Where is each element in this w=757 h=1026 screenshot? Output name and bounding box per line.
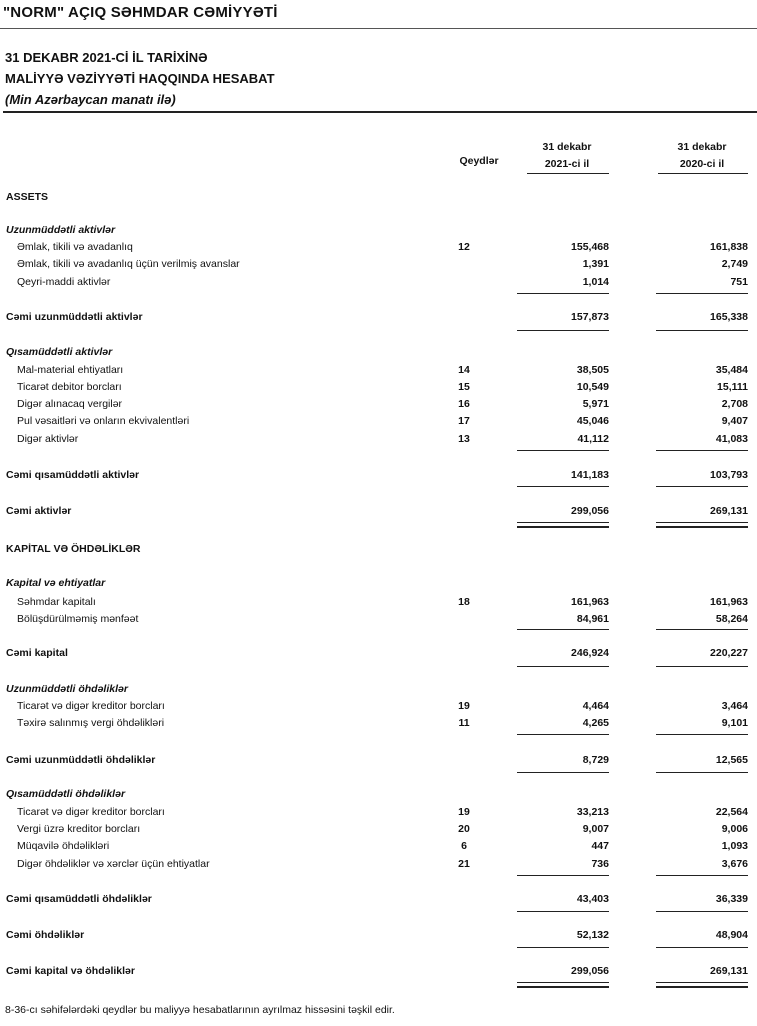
row-value-2020: 3,676 [721,858,748,870]
column-header-2020-date: 31 dekabr [677,141,727,153]
row-label: Səhmdar kapitalı [17,596,96,608]
row-value-2020: 41,083 [715,433,748,445]
table-row [0,611,757,627]
row-label: Mal-material ehtiyatları [17,364,124,376]
title-divider [3,111,757,113]
row-label: Cəmi aktivlər [6,505,72,517]
row-value-2021: 299,056 [571,505,609,517]
row-value-2021: 52,132 [576,929,609,941]
row-label: Digər alınacaq vergilər [17,398,123,410]
row-value-2021: 45,046 [576,415,609,427]
row-label: Əmlak, tikili və avadanlıq [17,241,133,253]
row-label: Təxirə salınmış vergi öhdəlikləri [17,717,165,729]
row-value-2020: 22,564 [715,806,748,818]
section-heading [0,189,757,205]
row-note: 15 [458,381,470,393]
column-header-2021-rule [527,173,609,174]
total-rule [656,330,748,331]
subsection-title: Qısamüddətli aktivlər [6,346,113,358]
subsection-heading [0,344,757,360]
row-label: Cəmi öhdəliklər [6,929,85,941]
row-note: 13 [458,433,470,445]
row-note: 12 [458,241,470,253]
total-rule [517,947,609,948]
subtotal-rule [517,293,609,294]
table-row [0,838,757,854]
table-row [0,413,757,429]
notes-column-header: Qeydlər [459,155,499,167]
row-value-2020: 751 [730,276,748,288]
row-label: Qeyri-maddi aktivlər [17,276,111,288]
section-title: KAPİTAL VƏ ÖHDƏLİKLƏR [6,543,141,555]
row-note: 14 [458,364,470,376]
footer-note: 8-36-cı səhifələrdəki qeydlər bu maliyyə hesabatlarının ayrılmaz hissəsini təşkil edir. [5,1004,395,1016]
total-rule [517,486,609,487]
row-value-2020: 161,963 [710,596,748,608]
total-rule [656,947,748,948]
row-label: Digər öhdəliklər və xərclər üçün ehtiyatlar [17,858,210,870]
row-value-2021: 299,056 [571,965,609,977]
row-value-2020: 35,484 [715,364,748,376]
table-row [0,715,757,731]
table-row [0,239,757,255]
row-value-2021: 8,729 [582,754,609,766]
row-value-2021: 161,963 [571,596,609,608]
row-label: Vergi üzrə kreditor borcları [17,823,141,835]
header-divider [0,28,757,29]
subsection-title: Uzunmüddətli öhdəliklər [6,683,128,695]
row-label: Cəmi qısamüddətli öhdəliklər [6,893,152,905]
row-label: Ticarət və digər kreditor borcları [17,700,165,712]
row-note: 17 [458,415,470,427]
row-note: 6 [461,840,467,852]
row-label: Cəmi uzunmüddətli aktivlər [6,311,143,323]
row-value-2020: 9,006 [721,823,748,835]
table-row [0,396,757,412]
total-row [0,752,757,768]
row-value-2021: 4,265 [582,717,609,729]
row-value-2021: 43,403 [576,893,609,905]
subtotal-rule [517,734,609,735]
subsection-title: Qısamüddətli öhdəliklər [6,788,126,800]
row-value-2021: 41,112 [577,433,609,445]
row-value-2021: 1,391 [582,258,609,270]
table-row [0,804,757,820]
double-underline [517,982,609,988]
row-note: 18 [458,596,470,608]
subtotal-rule [517,450,609,451]
row-value-2021: 33,213 [576,806,609,818]
row-note: 20 [458,823,470,835]
table-row [0,856,757,872]
subtotal-rule [656,875,748,876]
row-value-2020: 48,904 [715,929,748,941]
total-rule [517,772,609,773]
row-value-2021: 5,971 [582,398,609,410]
subsection-title: Uzunmüddətli aktivlər [6,224,116,236]
grand-total-row [0,963,757,979]
total-rule [656,666,748,667]
row-value-2020: 165,338 [710,311,748,323]
row-value-2020: 2,708 [721,398,748,410]
subsection-heading [0,681,757,697]
total-rule [517,911,609,912]
double-underline [517,522,609,528]
column-header-2020-year: 2020-ci il [679,158,725,170]
row-value-2021: 84,961 [576,613,609,625]
column-header-2021-date: 31 dekabr [542,141,592,153]
subtotal-rule [517,875,609,876]
row-value-2020: 2,749 [721,258,748,270]
row-value-2020: 269,131 [710,965,748,977]
total-rule [517,666,609,667]
row-value-2021: 1,014 [582,276,609,288]
row-label: Pul vəsaitləri və onların ekvivalentləri [17,415,190,427]
row-value-2020: 36,339 [715,893,748,905]
total-rule [656,486,748,487]
subtotal-rule [656,293,748,294]
row-value-2020: 12,565 [715,754,748,766]
subsection-title: Kapital və ehtiyatlar [6,577,106,589]
grand-total-row [0,503,757,519]
row-value-2020: 9,101 [721,717,748,729]
total-rule [517,330,609,331]
table-row [0,698,757,714]
total-row [0,467,757,483]
row-value-2020: 3,464 [721,700,748,712]
row-value-2021: 141,183 [571,469,609,481]
row-note: 16 [458,398,470,410]
column-header-2020-rule [658,173,748,174]
column-header-2021-year: 2021-ci il [544,158,590,170]
row-label: Cəmi kapital [6,647,68,659]
total-rule [656,772,748,773]
row-value-2021: 447 [591,840,609,852]
table-row [0,379,757,395]
subsection-heading [0,222,757,238]
table-row [0,256,757,272]
row-value-2020: 1,093 [721,840,748,852]
table-row [0,362,757,378]
currency-note: (Min Azərbaycan manatı ilə) [5,92,176,107]
row-label: Əmlak, tikili və avadanlıq üçün verilmiş avanslar [17,258,240,270]
section-heading [0,541,757,557]
row-note: 11 [458,717,470,729]
row-label: Cəmi uzunmüddətli öhdəliklər [6,754,156,766]
row-value-2021: 157,873 [571,311,609,323]
row-note: 19 [458,700,470,712]
row-value-2021: 9,007 [582,823,609,835]
report-date-title: 31 DEKABR 2021-Cİ İL TARİXİNƏ [5,50,208,65]
row-value-2021: 155,468 [571,241,609,253]
row-label: Müqavilə öhdəlikləri [17,840,110,852]
subtotal-rule [517,629,609,630]
total-row [0,927,757,943]
row-value-2021: 10,549 [576,381,609,393]
total-row [0,309,757,325]
row-label: Digər aktivlər [17,433,79,445]
row-value-2021: 736 [591,858,609,870]
section-title: ASSETS [6,191,49,203]
column-header-2020 [656,139,748,173]
row-value-2020: 58,264 [715,613,748,625]
subtotal-rule [656,450,748,451]
subtotal-rule [656,734,748,735]
row-note: 19 [458,806,470,818]
row-value-2020: 269,131 [710,505,748,517]
row-label: Cəmi qısamüddətli aktivlər [6,469,140,481]
row-value-2020: 9,407 [721,415,748,427]
subtotal-rule [656,629,748,630]
row-label: Bölüşdürülməmiş mənfəət [17,613,139,625]
total-row [0,891,757,907]
double-underline [656,982,748,988]
column-header-2021 [521,139,613,173]
row-value-2020: 220,227 [710,647,748,659]
row-note: 21 [458,858,470,870]
total-rule [656,911,748,912]
report-title: MALİYYƏ VƏZİYYƏTİ HAQQINDA HESABAT [5,71,275,86]
row-value-2020: 161,838 [710,241,748,253]
row-value-2021: 38,505 [576,364,609,376]
row-value-2020: 15,111 [717,381,748,393]
row-label: Cəmi kapital və öhdəliklər [6,965,135,977]
table-row [0,274,757,290]
table-row [0,594,757,610]
total-row [0,645,757,661]
row-label: Ticarət və digər kreditor borcları [17,806,165,818]
row-value-2021: 246,924 [571,647,609,659]
row-value-2020: 103,793 [710,469,748,481]
subsection-heading [0,786,757,802]
double-underline [656,522,748,528]
company-name: "NORM" AÇIQ SƏHMDAR CƏMİYYƏTİ [3,4,278,21]
table-row [0,431,757,447]
table-row [0,821,757,837]
row-value-2021: 4,464 [582,700,609,712]
row-label: Ticarət debitor borcları [17,381,122,393]
subsection-heading [0,575,757,591]
